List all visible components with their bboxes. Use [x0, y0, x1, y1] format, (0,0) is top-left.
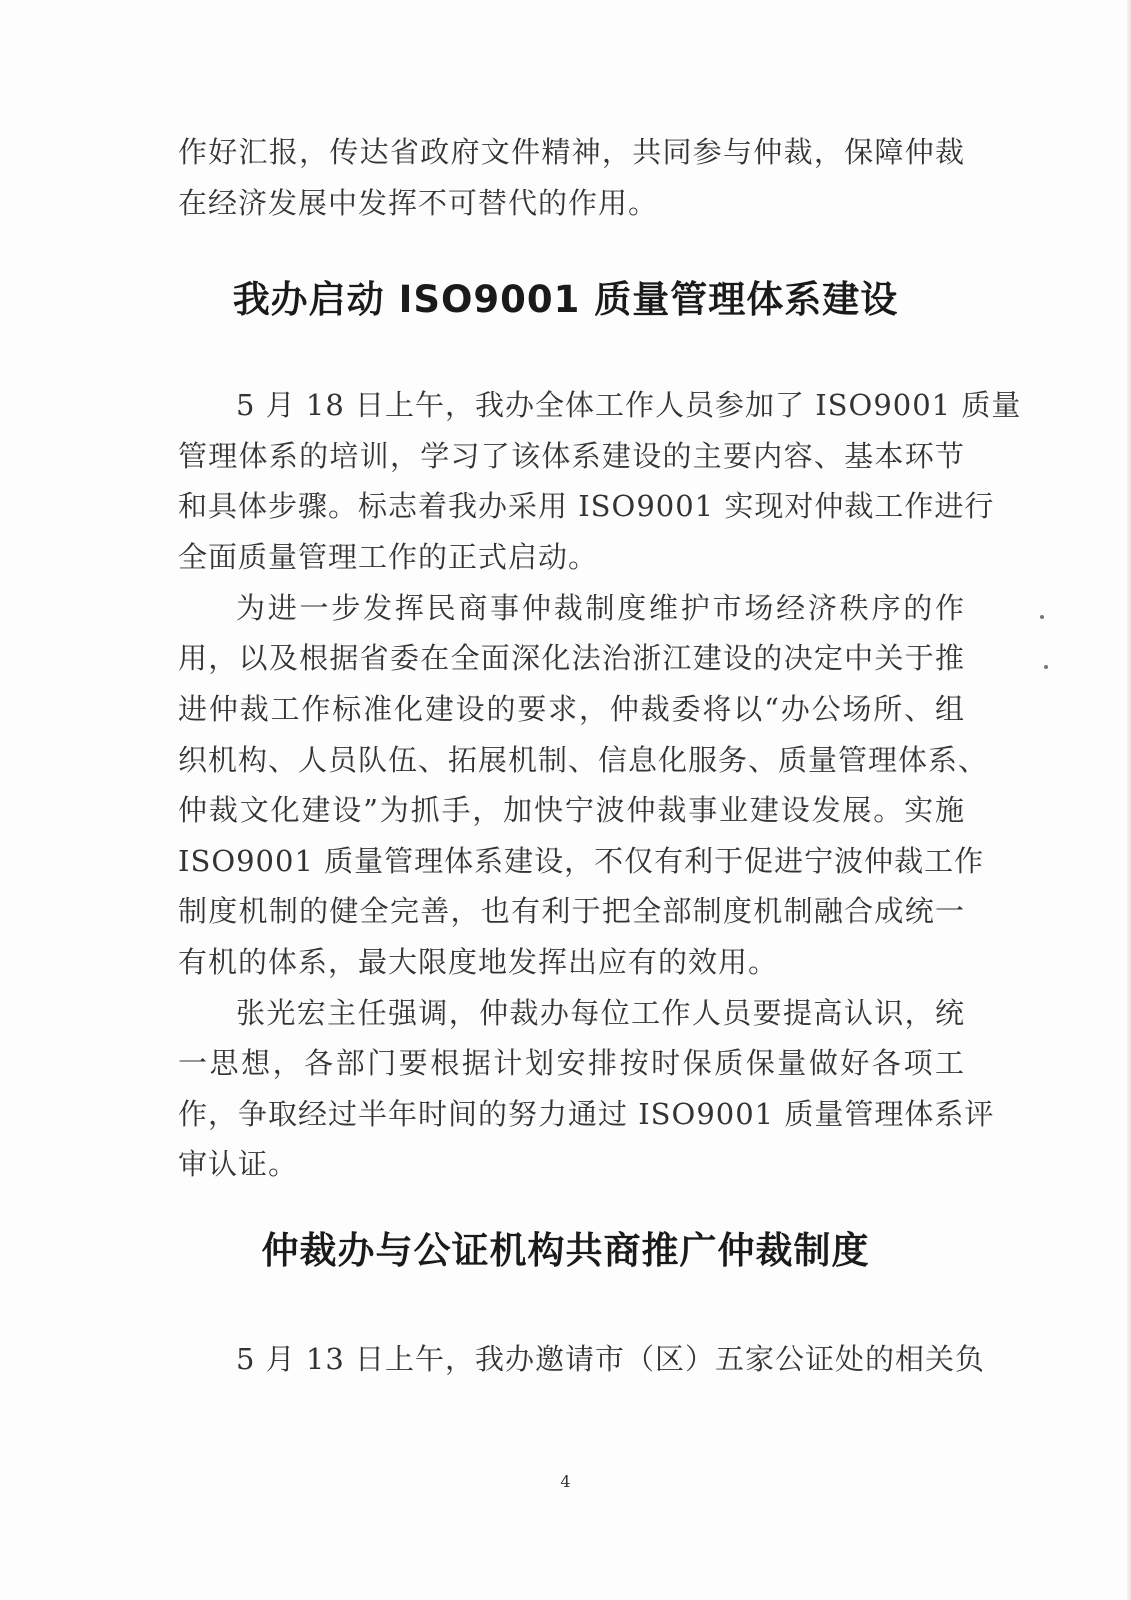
article-title: 仲裁办与公证机构共商推广仲裁制度: [261, 1229, 870, 1272]
text-line: 和具体步骤。标志着我办采用 ISO9001 实现对仲裁工作进行: [178, 489, 995, 523]
scan-speck: [1044, 665, 1048, 669]
text-line: 一思想，各部门要根据计划安排按时保质保量做好各项工: [178, 1046, 965, 1080]
text-line: 全面质量管理工作的正式启动。: [178, 540, 599, 574]
text-line: 制度机制的健全完善，也有利于把全部制度机制融合成统一: [178, 894, 965, 928]
text-line: 作，争取经过半年时间的努力通过 ISO9001 质量管理体系评: [178, 1097, 995, 1131]
page-number: 4: [560, 1472, 571, 1491]
text-line: 5 月 13 日上午，我办邀请市（区）五家公证处的相关负: [236, 1342, 986, 1376]
text-line: 用，以及根据省委在全面深化法治浙江建设的决定中关于推: [178, 641, 965, 675]
text-line: 作好汇报，传达省政府文件精神，共同参与仲裁，保障仲裁: [178, 135, 965, 169]
text-line: 张光宏主任强调，仲裁办每位工作人员要提高认识，统: [236, 996, 965, 1030]
text-line: 有机的体系，最大限度地发挥出应有的效用。: [178, 945, 779, 979]
scan-speck: [1040, 615, 1044, 619]
text-line: 在经济发展中发挥不可替代的作用。: [178, 186, 659, 220]
scan-edge: [1127, 0, 1131, 1600]
text-line: 5 月 18 日上午，我办全体工作人员参加了 ISO9001 质量: [236, 388, 1022, 422]
text-line: 仲裁文化建设”为抓手，加快宁波仲裁事业建设发展。实施: [178, 793, 965, 827]
text-line: 进仲裁工作标准化建设的要求，仲裁委将以“办公场所、组: [178, 692, 965, 726]
article-title: 我办启动 ISO9001 质量管理体系建设: [232, 278, 899, 321]
text-line: 为进一步发挥民商事仲裁制度维护市场经济秩序的作: [236, 591, 965, 625]
text-line: 管理体系的培训，学习了该体系建设的主要内容、基本环节: [178, 439, 965, 473]
text-line: ISO9001 质量管理体系建设，不仅有利于促进宁波仲裁工作: [178, 844, 985, 878]
text-line: 审认证。: [178, 1147, 299, 1181]
text-line: 织机构、人员队伍、拓展机制、信息化服务、质量管理体系、: [178, 743, 989, 777]
